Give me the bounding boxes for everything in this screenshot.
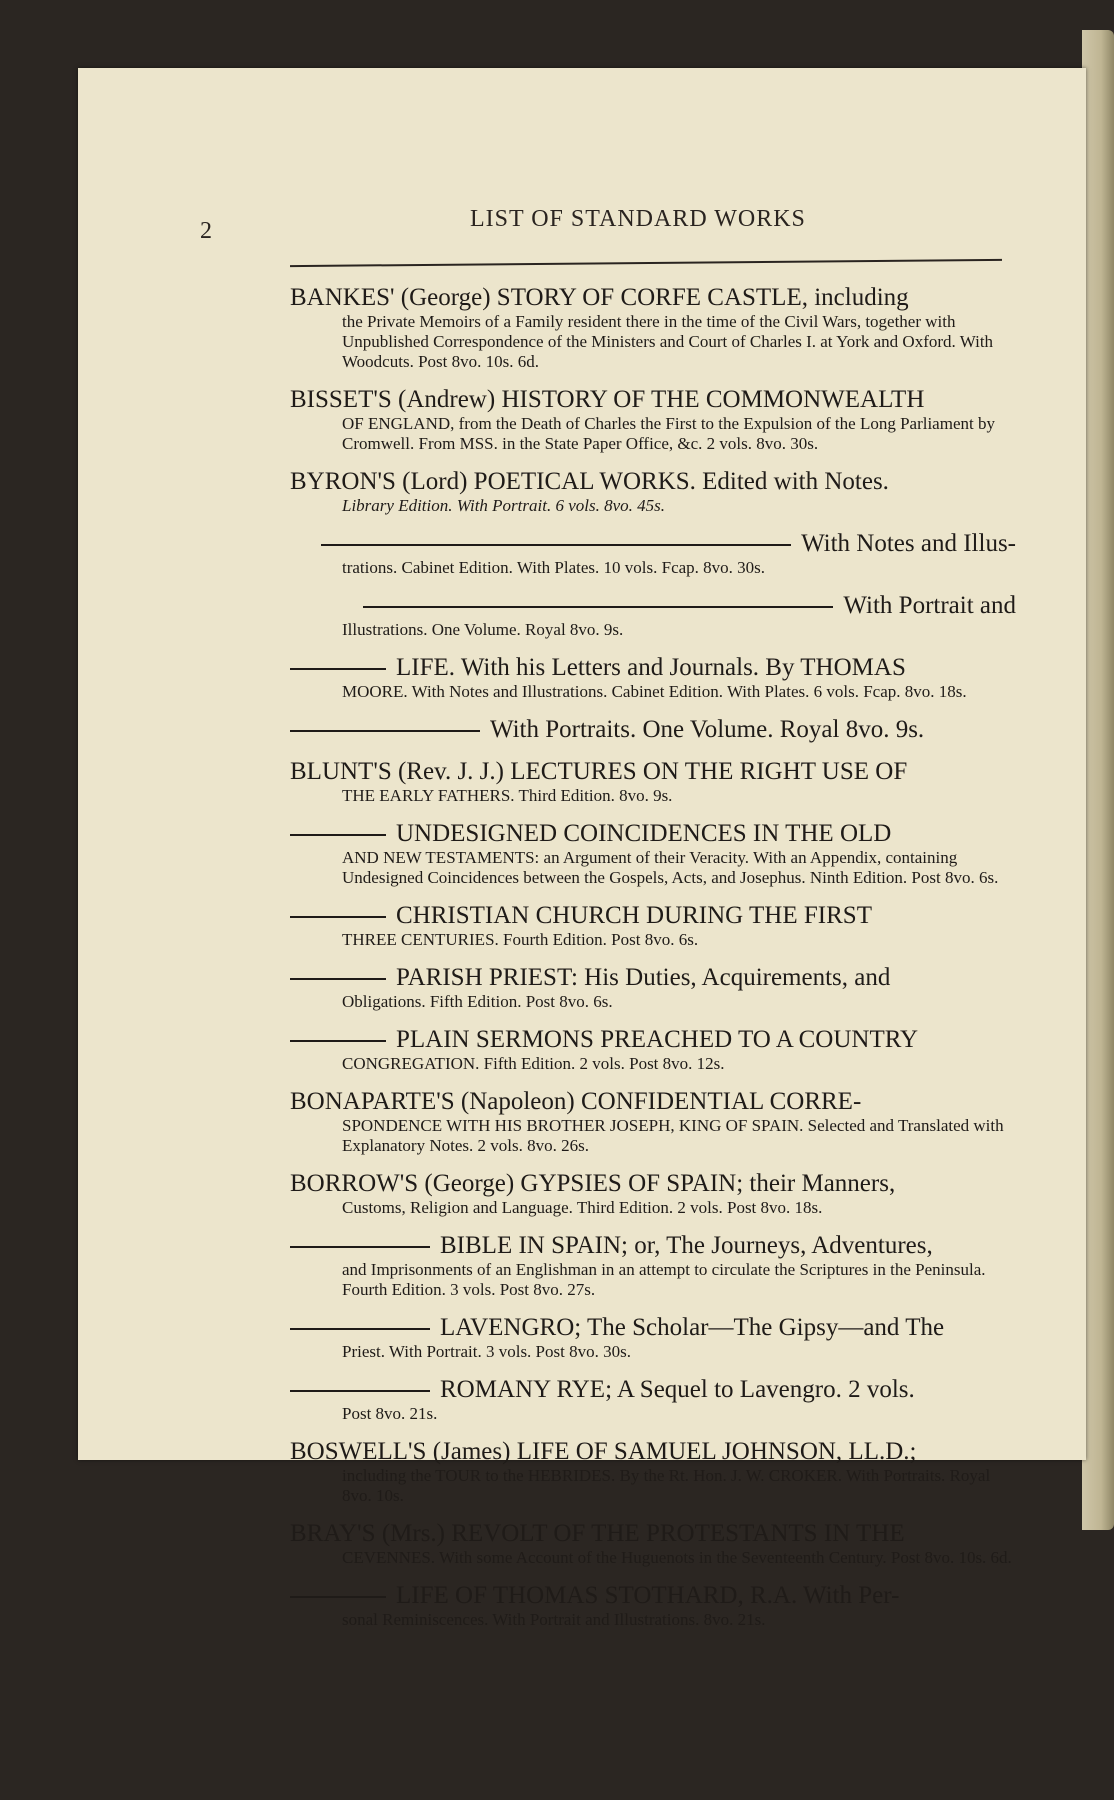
entry-heading-row [290,1314,1016,1342]
list-item [290,1520,1016,1568]
entry-heading-row [290,964,1016,992]
ditto-dash [290,1246,430,1248]
entry-heading: BYRON'S (Lord) POETICAL WORKS. Edited with Notes. [290,468,889,495]
entry-details: the Private Memoirs of a Family resident there in the time of the Civil Wars, together with Unpublished Correspondence of the Ministers and Court of Charles I. at York and Oxford. With Woodcuts. Post 8vo. 10s. 6d. [342,312,994,371]
list-item [290,1088,1016,1156]
ditto-dash [321,544,791,546]
entry-heading: LIFE OF THOMAS STOTHARD, R.A. With Per- [396,1582,900,1609]
list-item [290,1438,1016,1506]
ditto-dash [290,834,386,836]
entry-heading: With Portrait and [843,592,1016,619]
entry-details: Illustrations. One Volume. Royal 8vo. 9s. [342,620,624,639]
ditto-dash [290,668,386,670]
list-item [290,716,1016,744]
entry-heading: With Notes and Illus- [801,530,1016,557]
entry-heading: BANKES' (George) STORY OF CORFE CASTLE, including [290,284,909,311]
entry-details: OF ENGLAND, from the Death of Charles the First to the Expulsion of the Long Parliament by Cromwell. From MSS. in the State Paper Office, &c. 2 vols. 8vo. 30s. [342,414,995,453]
entry-heading-row [290,1376,1016,1404]
entry-heading-row [290,530,1016,558]
ditto-dash [290,730,480,732]
list-item [290,530,1016,578]
list-item [290,1582,1016,1630]
entry-heading: With Portraits. One Volume. Royal 8vo. 9s. [490,716,925,743]
entry-heading: PARISH PRIEST: His Duties, Acquirements, and [396,964,891,991]
ditto-dash [290,978,386,980]
list-item [290,1314,1016,1362]
book-spine [1082,30,1114,1530]
ditto-dash [290,1040,386,1042]
list-item [290,468,1016,516]
ditto-dash [290,1596,386,1598]
entry-heading-row [290,902,1016,930]
list-item [290,964,1016,1012]
list-item [290,592,1016,640]
list-item [290,1232,1016,1300]
entry-heading-row [290,1232,1016,1260]
ditto-dash [290,1328,430,1330]
entry-details: THE EARLY FATHERS. Third Edition. 8vo. 9s. [342,786,673,805]
ditto-dash [290,916,386,918]
entry-details: Priest. With Portrait. 3 vols. Post 8vo. 30s. [342,1342,631,1361]
entry-heading: BISSET'S (Andrew) HISTORY OF THE COMMONWEALTH [290,386,925,413]
entry-heading-row [290,716,1016,744]
entry-details: CONGREGATION. Fifth Edition. 2 vols. Post 8vo. 12s. [342,1054,725,1073]
entry-heading-row [290,1026,1016,1054]
entry-details: CEVENNES. With some Account of the Huguenots in the Seventeenth Century. Post 8vo. 10s. 6d. [342,1548,1012,1567]
entry-heading: LAVENGRO; The Scholar—The Gipsy—and The [440,1314,945,1341]
entry-heading: ROMANY RYE; A Sequel to Lavengro. 2 vols. [440,1376,915,1403]
list-item [290,386,1016,454]
entry-details: Obligations. Fifth Edition. Post 8vo. 6s. [342,992,613,1011]
entry-heading: BOSWELL'S (James) LIFE OF SAMUEL JOHNSON, LL.D.; [290,1438,917,1465]
list-item [290,820,1016,888]
entry-details: MOORE. With Notes and Illustrations. Cabinet Edition. With Plates. 6 vols. Fcap. 8vo. 18s. [342,682,967,701]
entry-heading: CHRISTIAN CHURCH DURING THE FIRST [396,902,872,929]
list-item [290,284,1016,372]
entry-heading-row [290,592,1016,620]
list-item [290,654,1016,702]
entry-details: Customs, Religion and Language. Third Edition. 2 vols. Post 8vo. 18s. [342,1198,823,1217]
entry-heading: BONAPARTE'S (Napoleon) CONFIDENTIAL CORRE- [290,1088,862,1115]
catalogue-entries [290,284,1016,1644]
ditto-dash [290,1390,430,1392]
entry-heading-row [290,820,1016,848]
entry-details: THREE CENTURIES. Fourth Edition. Post 8vo. 6s. [342,930,699,949]
entry-details: Post 8vo. 21s. [342,1404,438,1423]
entry-heading-row [290,1582,1016,1610]
ditto-dash [363,606,833,608]
entry-heading: BORROW'S (George) GYPSIES OF SPAIN; their Manners, [290,1170,896,1197]
list-item [290,758,1016,806]
entry-details: AND NEW TESTAMENTS: an Argument of their Veracity. With an Appendix, containing Undesigned Coincidences between the Gospels, Acts, and Josephus. Ninth Edition. Post 8vo. 6s. [342,848,999,887]
running-head: LIST OF STANDARD WORKS [470,206,806,232]
entry-details: Library Edition. With Portrait. 6 vols. 8vo. 45s. [342,496,666,515]
entry-heading: BLUNT'S (Rev. J. J.) LECTURES ON THE RIGHT USE OF [290,758,908,785]
entry-details: and Imprisonments of an Englishman in an attempt to circulate the Scriptures in the Peninsula. Fourth Edition. 3 vols. Post 8vo. 27s. [342,1260,986,1299]
entry-heading-row [290,654,1016,682]
entry-heading: BIBLE IN SPAIN; or, The Journeys, Adventures, [440,1232,933,1259]
entry-details: sonal Reminiscences. With Portrait and Illustrations. 8vo. 21s. [342,1610,766,1629]
entry-heading: PLAIN SERMONS PREACHED TO A COUNTRY [396,1026,919,1053]
entry-heading: UNDESIGNED COINCIDENCES IN THE OLD [396,820,892,847]
list-item [290,1026,1016,1074]
list-item [290,902,1016,950]
list-item [290,1376,1016,1424]
entry-heading: LIFE. With his Letters and Journals. By THOMAS [396,654,906,681]
entry-heading: BRAY'S (Mrs.) REVOLT OF THE PROTESTANTS IN THE [290,1520,905,1547]
list-item [290,1170,1016,1218]
page-number: 2 [200,218,212,244]
entry-details: trations. Cabinet Edition. With Plates. 10 vols. Fcap. 8vo. 30s. [342,558,766,577]
entry-details: SPONDENCE WITH HIS BROTHER JOSEPH, KING OF SPAIN. Selected and Translated with Explanatory Notes. 2 vols. 8vo. 26s. [342,1116,1004,1155]
entry-details: including the TOUR to the HEBRIDES. By the Rt. Hon. J. W. CROKER. With Portraits. Royal 8vo. 10s. [342,1466,991,1505]
